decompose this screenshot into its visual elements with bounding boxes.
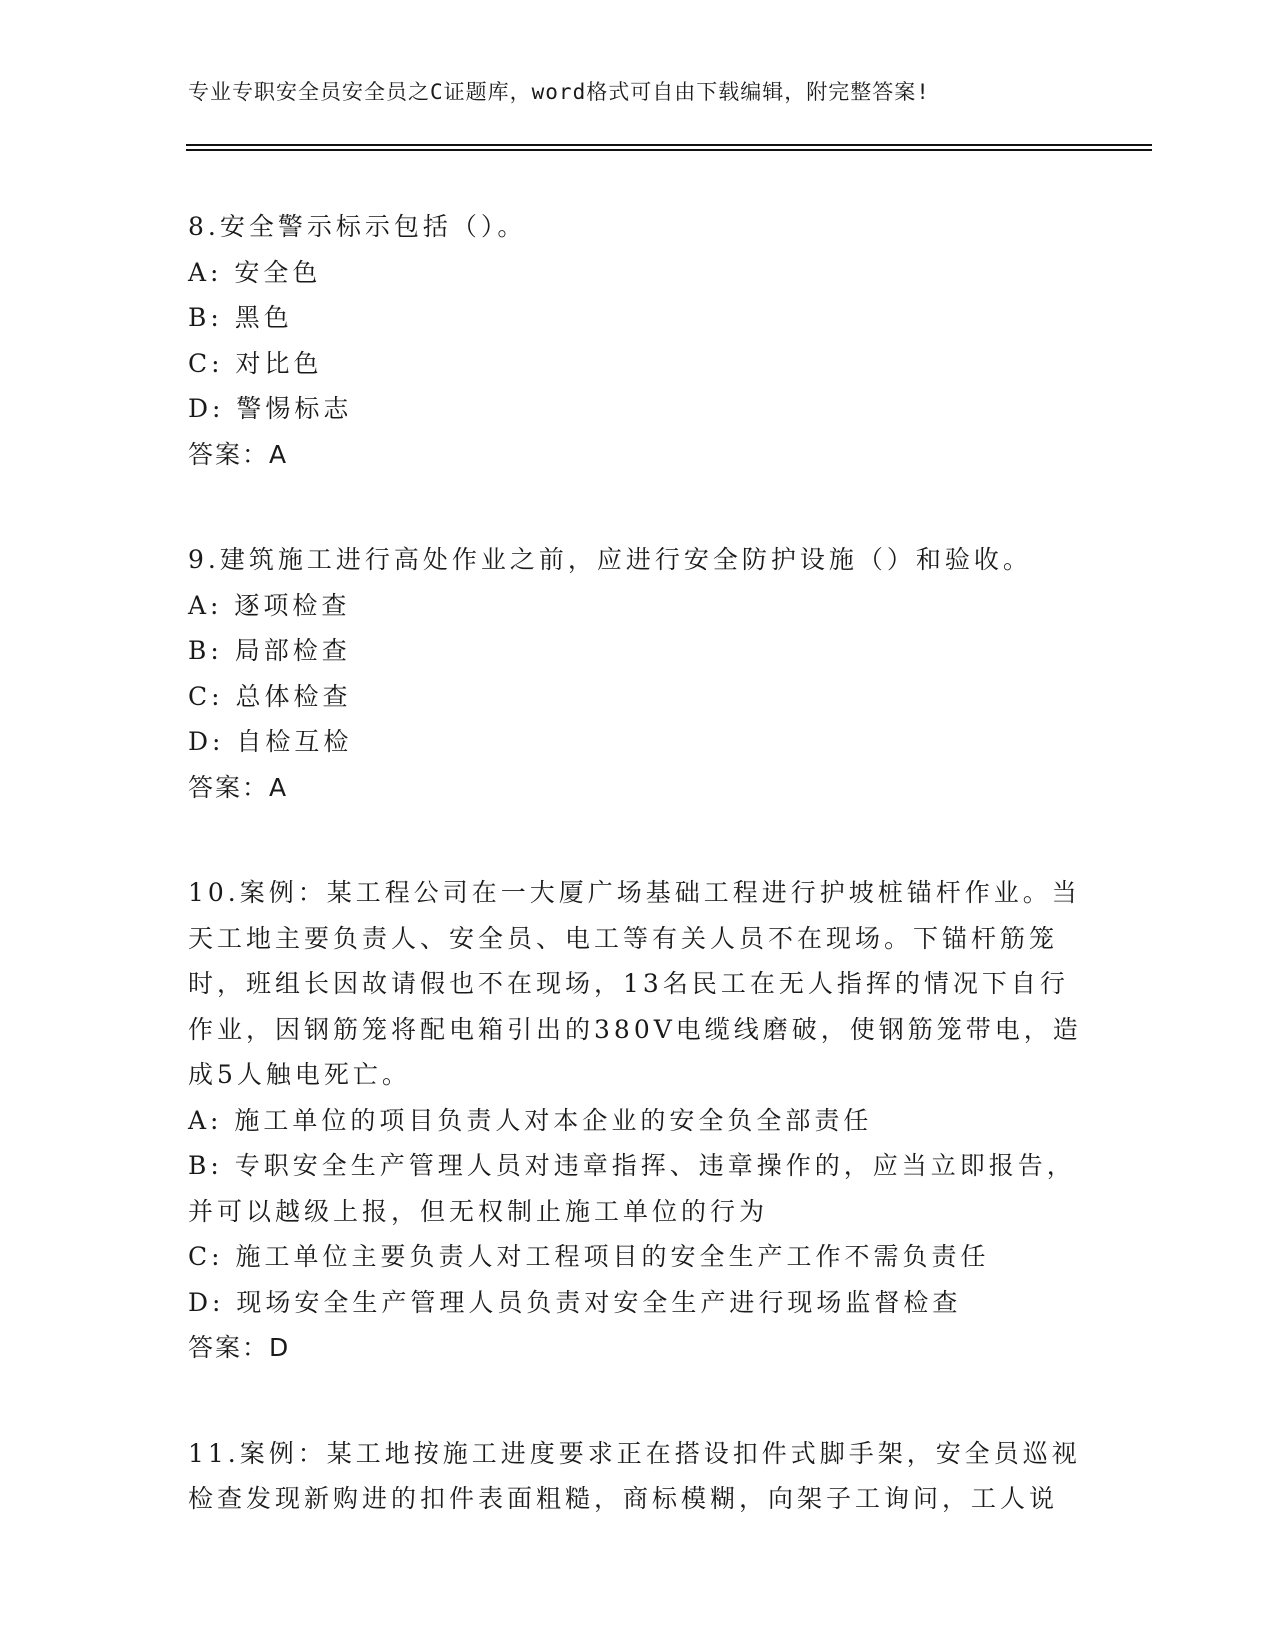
question-list: [188, 204, 1088, 1582]
question-stem-line: 时，班组长因故请假也不在现场，13名民工在无人指挥的情况下自行: [188, 969, 1069, 998]
question-stem-line: 10.案例：某工程公司在一大厦广场基础工程进行护坡桩锚杆作业。当: [188, 878, 1081, 907]
answer-key: 答案：D: [188, 1333, 291, 1362]
question-stem-line: 11.案例：某工地按施工进度要求正在搭设扣件式脚手架，安全员巡视: [188, 1438, 1081, 1468]
answer-option-line: A: 逐项检查: [188, 590, 351, 620]
answer-option: [188, 1234, 1088, 1280]
answer-option: [188, 1280, 1088, 1326]
answer-option-line: D: 自检互检: [188, 727, 353, 756]
question-stem-line: 天工地主要负责人、安全员、电工等有关人员不在现场。下锚杆筋笼: [188, 923, 1059, 953]
question-stem-line: 8.安全警示标示包括（）。: [188, 212, 527, 241]
answer-option: [188, 250, 1088, 296]
answer-key: 答案：A: [188, 772, 289, 802]
answer-option-line: B: 黑色: [188, 303, 293, 332]
answer-key: 答案：A: [188, 439, 289, 469]
answer-option-line: C: 总体检查: [188, 681, 352, 711]
question-stem: [188, 204, 1088, 250]
answer-option: [188, 341, 1088, 387]
header-rule-top: [186, 144, 1152, 146]
answer-option-line: 并可以越级上报，但无权制止施工单位的行为: [188, 1196, 769, 1226]
question-stem-line: 成5人触电死亡。: [188, 1060, 411, 1089]
answer-option-line: B: 专职安全生产管理人员对违章指挥、违章操作的，应当立即报告，: [188, 1151, 1076, 1180]
question-block: [188, 204, 1088, 477]
answer-option-line: D: 现场安全生产管理人员负责对安全生产进行现场监督检查: [188, 1287, 962, 1317]
answer-option-line: B: 局部检查: [188, 636, 351, 665]
question-stem-line: 检查发现新购进的扣件表面粗糙，商标模糊，向架子工询问，工人说: [188, 1484, 1059, 1513]
question-block: [188, 537, 1088, 810]
answer-option-line: C: 对比色: [188, 348, 323, 378]
question-stem-line: 9.建筑施工进行高处作业之前，应进行安全防护设施（）和验收。: [188, 545, 1032, 574]
answer-option: [188, 583, 1088, 629]
answer-option-line: D: 警惕标志: [188, 394, 353, 423]
question-stem: [188, 870, 1088, 1098]
answer-option: [188, 1143, 1088, 1234]
answer-option: [188, 628, 1088, 674]
answer-option: [188, 674, 1088, 720]
question-block: [188, 1431, 1088, 1522]
answer-option: [188, 1098, 1088, 1144]
answer-option: [188, 295, 1088, 341]
question-stem: [188, 1431, 1088, 1522]
answer-option: [188, 719, 1088, 765]
question-block: [188, 870, 1088, 1371]
answer-option-line: C: 施工单位主要负责人对工程项目的安全生产工作不需负责任: [188, 1242, 990, 1271]
answer-option-line: A: 施工单位的项目负责人对本企业的安全负全部责任: [188, 1105, 873, 1135]
answer-option-line: A: 安全色: [188, 257, 322, 287]
page-header: 专业专职安全员安全员之C证题库，word格式可自由下载编辑，附完整答案!: [188, 80, 930, 104]
answer-option: [188, 386, 1088, 432]
question-stem: [188, 537, 1088, 583]
header-rule-bottom: [186, 149, 1152, 151]
question-stem-line: 作业，因钢筋笼将配电箱引出的380V电缆线磨破，使钢筋笼带电，造: [188, 1014, 1082, 1044]
